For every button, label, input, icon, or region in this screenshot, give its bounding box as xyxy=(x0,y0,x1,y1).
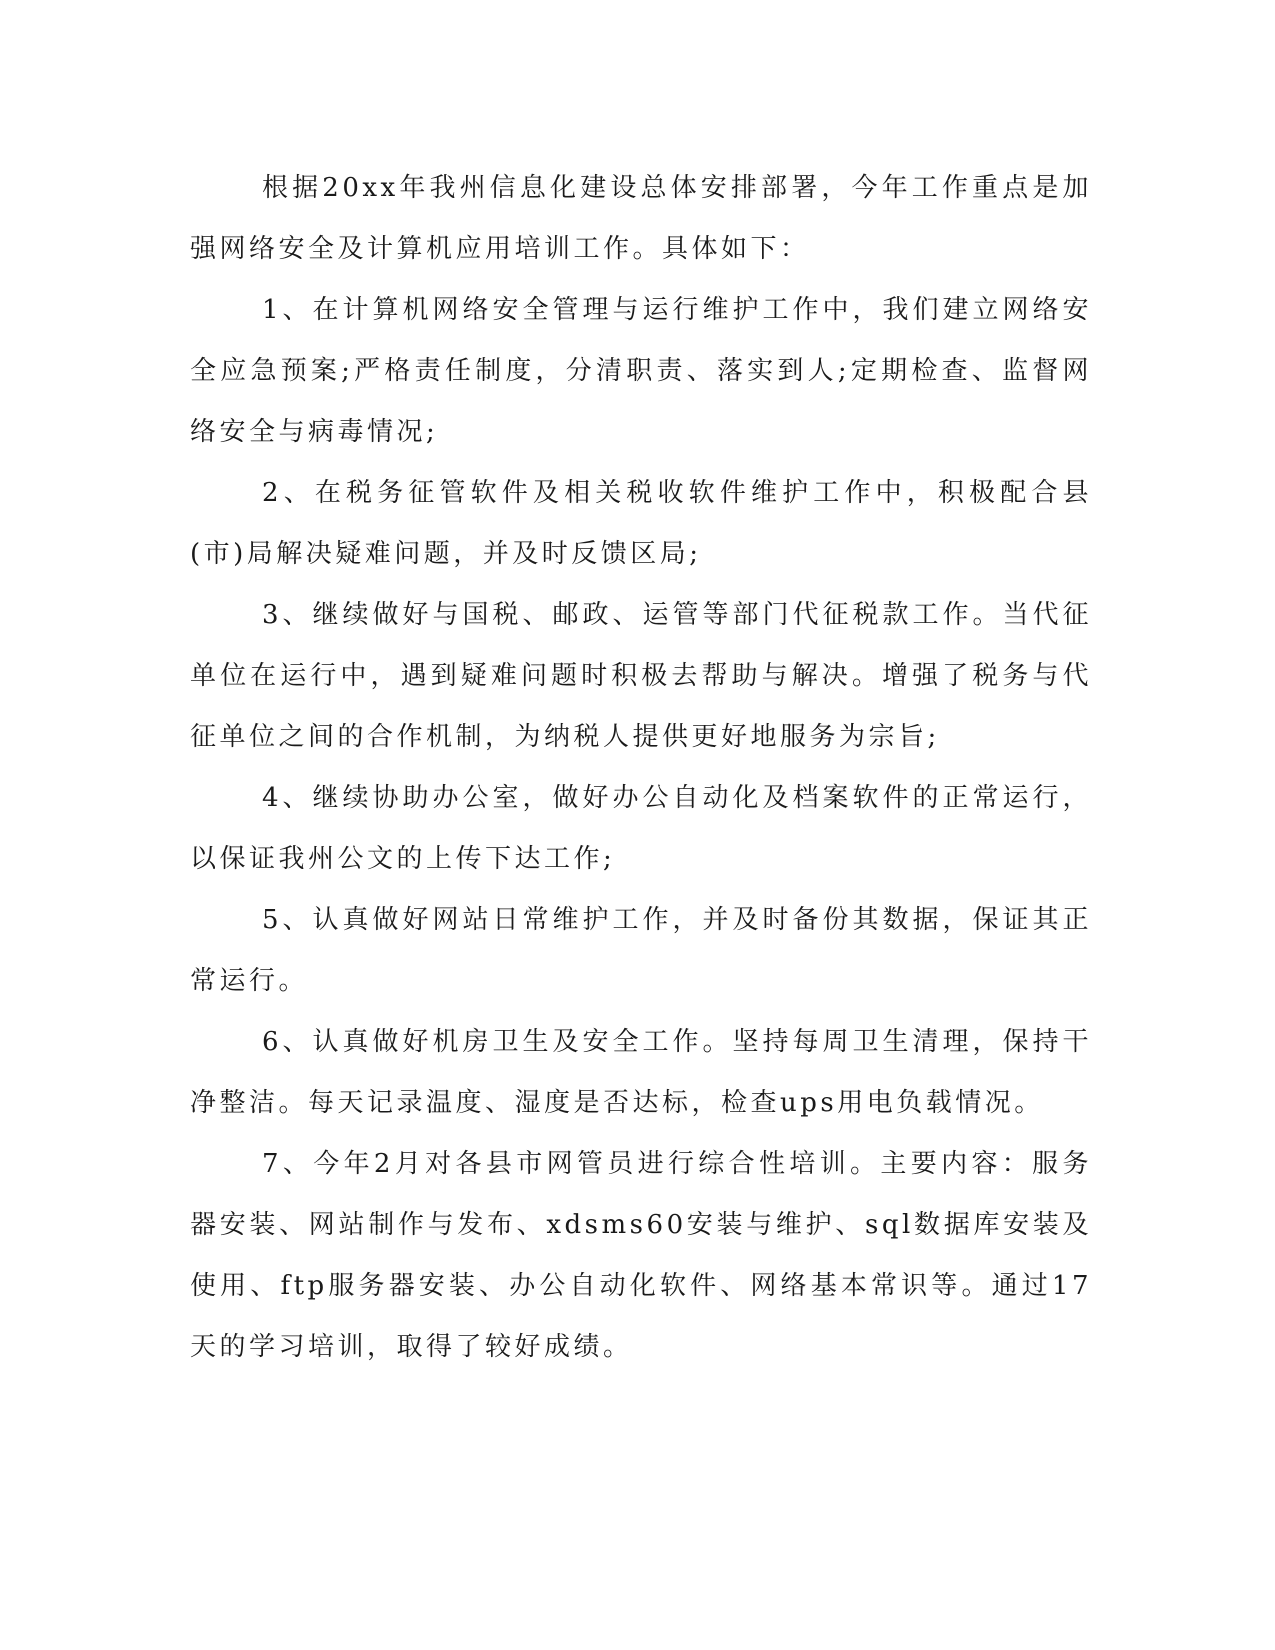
paragraph-item-5: 5、认真做好网站日常维护工作，并及时备份其数据，保证其正常运行。 xyxy=(190,905,1092,996)
paragraph-item-2: 2、在税务征管软件及相关税收软件维护工作中，积极配合县(市)局解决疑难问题，并及时反馈区局; xyxy=(190,478,1092,569)
paragraph-item-3: 3、继续做好与国税、邮政、运管等部门代征税款工作。当代征单位在运行中，遇到疑难问题时积极去帮助与解决。增强了税务与代征单位之间的合作机制，为纳税人提供更好地服务为宗旨; xyxy=(190,600,1092,752)
paragraph-item-4: 4、继续协助办公室，做好办公自动化及档案软件的正常运行，以保证我州公文的上传下达工作; xyxy=(190,783,1092,874)
paragraph-item-1: 1、在计算机网络安全管理与运行维护工作中，我们建立网络安全应急预案;严格责任制度，分清职责、落实到人;定期检查、监督网络安全与病毒情况; xyxy=(190,295,1092,447)
paragraph-intro: 根据20xx年我州信息化建设总体安排部署，今年工作重点是加强网络安全及计算机应用培训工作。具体如下： xyxy=(190,173,1092,264)
paragraph-item-7: 7、今年2月对各县市网管员进行综合性培训。主要内容：服务器安装、网站制作与发布、xdsms60安装与维护、sql数据库安装及使用、ftp服务器安装、办公自动化软件、网络基本常识等。通过17天的学习培训，取得了较好成绩。 xyxy=(190,1149,1092,1362)
paragraph-item-6: 6、认真做好机房卫生及安全工作。坚持每周卫生清理，保持干净整洁。每天记录温度、湿度是否达标，检查ups用电负载情况。 xyxy=(190,1027,1092,1118)
document-body xyxy=(190,158,1092,1378)
